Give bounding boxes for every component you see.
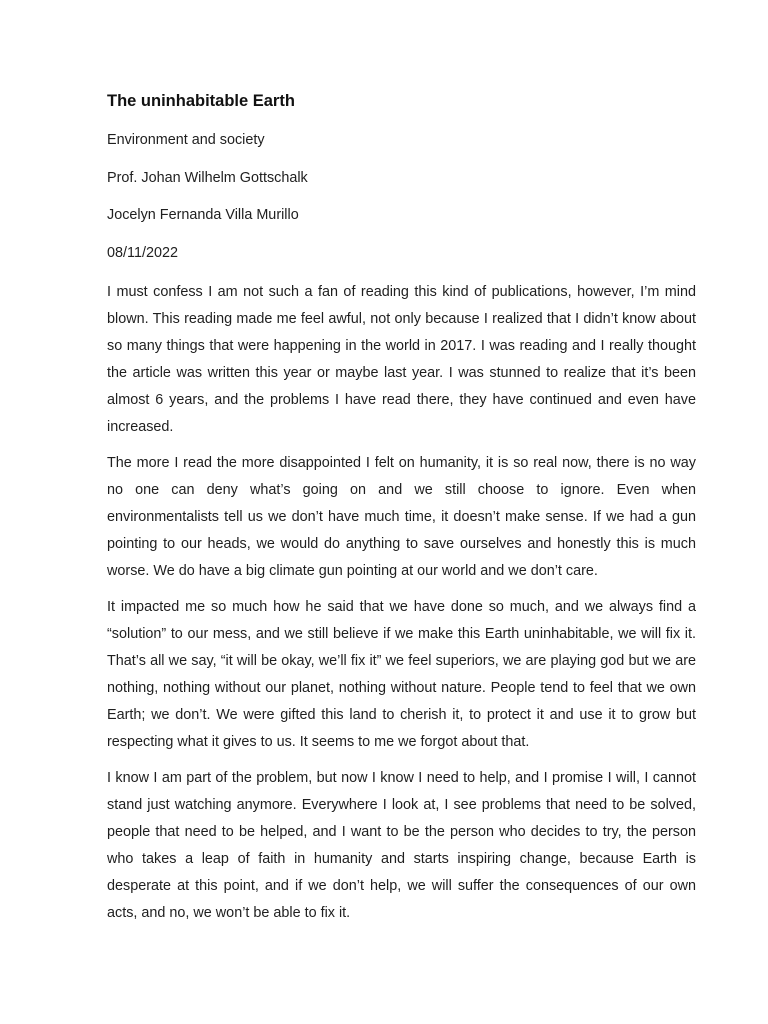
course-name: Environment and society bbox=[107, 132, 265, 148]
paragraph-4: I know I am part of the problem, but now I know I need to help, and I promise I will, I cannot stand just watching anymore. Everywhere I look at, I see problems that need to be solved, people that need to be helped, and I want to be the person who decides to try, the person who takes a leap of faith in humanity and starts inspiring change, because Earth is desperate at this point, and if we don’t help, we will suffer the consequences of our own acts, and no, we won’t be able to fix it. bbox=[107, 770, 696, 921]
author-name: Jocelyn Fernanda Villa Murillo bbox=[107, 207, 299, 223]
document-date: 08/11/2022 bbox=[107, 245, 178, 261]
paragraph-3: It impacted me so much how he said that we have done so much, and we always find a “solution” to our mess, and we still believe if we make this Earth uninhabitable, we will fix it. That’s all we say, “it will be okay, we’ll fix it” we feel superiors, we are playing god but we are nothing, nothing without our planet, nothing without nature. People tend to feel that we own Earth; we don’t. We were gifted this land to cherish it, to protect it and use it to grow but respecting what it gives to us. It seems to me we forgot about that. bbox=[107, 599, 696, 750]
document-body bbox=[107, 279, 696, 936]
professor-name: Prof. Johan Wilhelm Gottschalk bbox=[107, 170, 308, 186]
document-title: The uninhabitable Earth bbox=[107, 92, 295, 110]
paragraph-2: The more I read the more disappointed I felt on humanity, it is so real now, there is no way no one can deny what’s going on and we still choose to ignore. Even when environmentalists tell us we don’t have much time, it doesn’t make sense. If we had a gun pointing to our heads, we would do anything to save ourselves and honestly this is much worse. We do have a big climate gun pointing at our world and we don’t care. bbox=[107, 455, 696, 579]
paragraph-1: I must confess I am not such a fan of reading this kind of publications, however, I’m mind blown. This reading made me feel awful, not only because I realized that I didn’t know about so many things that were happening in the world in 2017. I was reading and I really thought the article was written this year or maybe last year. I was stunned to realize that it’s been almost 6 years, and the problems I have read there, they have continued and even have increased. bbox=[107, 284, 696, 435]
